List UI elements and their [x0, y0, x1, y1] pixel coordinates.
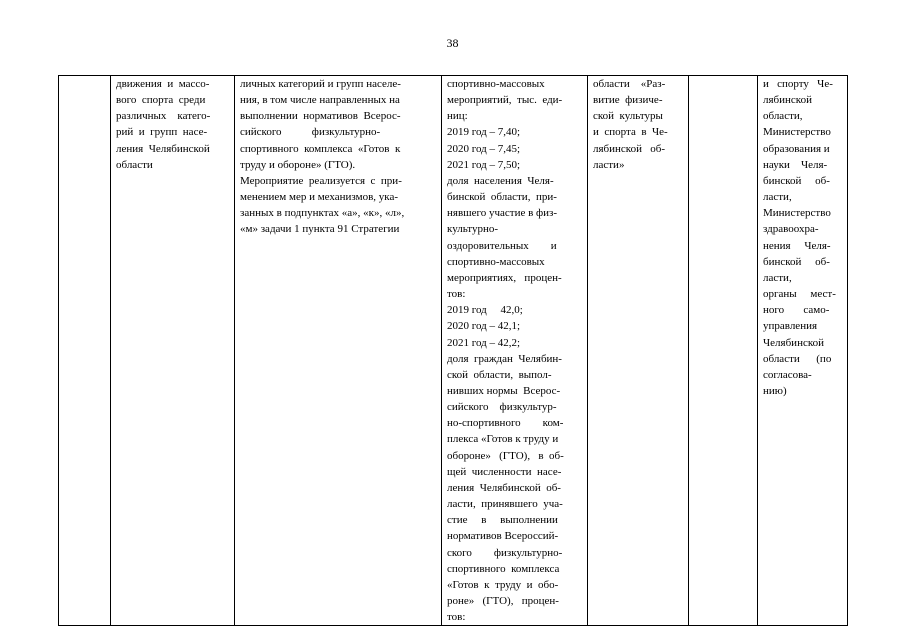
- cell-line: доля населения Челя-: [447, 174, 554, 187]
- cell-line: области «Раз-: [593, 78, 666, 90]
- cell-line: тов:: [447, 611, 466, 624]
- cell-line: мероприятиях, процен-: [447, 271, 562, 284]
- cell-line: витие физиче-: [593, 94, 663, 107]
- cell-line: труду и обороне» (ГТО).: [240, 158, 356, 171]
- cell-line: нию): [763, 384, 787, 397]
- table-cell-deadline: [689, 76, 758, 626]
- data-table: [58, 75, 848, 626]
- cell-line: сийского физкультур-: [447, 401, 557, 414]
- cell-line: сийского физкультурно-: [240, 126, 381, 139]
- cell-line: спортивно-массовых: [447, 78, 545, 90]
- cell-line: Мероприятие реализуется с при-: [240, 174, 402, 187]
- cell-line: нявшего участие в физ-: [447, 207, 558, 220]
- cell-line: 2019 год 42,0;: [447, 304, 523, 317]
- cell-line: вого спорта среди: [116, 94, 206, 107]
- cell-line: нивших нормы Всерос-: [447, 384, 561, 397]
- cell-line: и спорту Че-: [763, 78, 833, 90]
- cell-line: занных в подпунктах «а», «к», «л»,: [240, 207, 405, 220]
- cell-line: но-спортивного ком-: [447, 417, 564, 430]
- cell-line: бинской об-: [763, 174, 830, 187]
- cell-line: Министерство: [763, 126, 831, 139]
- cell-line: 2020 год – 7,45;: [447, 142, 521, 155]
- cell-line: органы мест-: [763, 288, 836, 301]
- cell-line: тов:: [447, 288, 466, 301]
- cell-line: спортивно-массовых: [447, 255, 545, 268]
- cell-line: науки Челя-: [763, 158, 828, 171]
- cell-line: ления Челябинской об-: [447, 481, 561, 494]
- cell-line: движения и массо-: [116, 78, 210, 90]
- cell-line: менением мер и механизмов, ука-: [240, 191, 398, 204]
- cell-line: ласти»: [593, 158, 625, 171]
- table-cell-indicators: [442, 76, 588, 626]
- cell-line: ской области, выпол-: [447, 368, 552, 381]
- cell-line: области,: [763, 110, 803, 123]
- cell-line: лябинской об-: [593, 142, 665, 155]
- table-cell-program: [588, 76, 689, 626]
- cell-line: стие в выполнении: [447, 514, 558, 527]
- cell-line: рий и групп насе-: [116, 126, 208, 139]
- page-number: 38: [446, 36, 459, 50]
- cell-line: щей численности насе-: [447, 465, 562, 478]
- cell-line: образования и: [763, 142, 830, 155]
- cell-line: 2021 год – 7,50;: [447, 158, 521, 171]
- cell-line: нормативов Всероссий-: [447, 530, 559, 543]
- cell-line: управления: [763, 320, 818, 333]
- cell-line: согласова-: [763, 368, 812, 381]
- cell-line: выполнении нормативов Всерос-: [240, 110, 401, 123]
- cell-line: области: [116, 158, 153, 171]
- table-cell-number: [59, 76, 111, 626]
- table-row: [59, 76, 848, 626]
- cell-line: «м» задачи 1 пункта 91 Стратегии: [240, 223, 400, 236]
- cell-line: ниц:: [447, 110, 468, 123]
- table-cell-measures: [235, 76, 442, 626]
- cell-line: Челябинской: [763, 336, 825, 349]
- cell-line: культурно-: [447, 223, 499, 236]
- cell-line: плекса «Готов к труду и: [447, 433, 559, 446]
- cell-line: «Готов к труду и обо-: [447, 578, 559, 591]
- cell-line: личных категорий и групп населе-: [240, 78, 401, 90]
- cell-line: ления Челябинской: [116, 142, 210, 155]
- cell-line: различных катего-: [116, 110, 211, 123]
- table-cell-responsible: [758, 76, 848, 626]
- cell-line: лябинской: [763, 94, 812, 107]
- cell-line: ния, в том числе направленных на: [240, 94, 400, 107]
- cell-line: ласти,: [763, 271, 792, 284]
- cell-line: ской культуры: [593, 110, 663, 123]
- cell-line: обороне» (ГТО), в об-: [447, 449, 564, 462]
- cell-line: 2021 год – 42,2;: [447, 336, 521, 349]
- cell-line: ного само-: [763, 304, 830, 317]
- cell-line: Министерство: [763, 207, 831, 220]
- cell-line: ласти,: [763, 191, 792, 204]
- cell-line: спортивного комплекса: [447, 562, 560, 575]
- cell-line: ского физкультурно-: [447, 546, 563, 559]
- cell-line: бинской области, при-: [447, 191, 557, 204]
- cell-line: области (по: [763, 352, 832, 365]
- cell-line: ласти, принявшего уча-: [447, 498, 563, 511]
- cell-line: здравоохра-: [763, 223, 819, 236]
- cell-line: 2020 год – 42,1;: [447, 320, 521, 333]
- cell-line: оздоровительных и: [447, 239, 557, 252]
- cell-line: нения Челя-: [763, 239, 831, 252]
- cell-line: доля граждан Челябин-: [447, 352, 562, 365]
- table-cell-direction: [111, 76, 235, 626]
- cell-line: и спорта в Че-: [593, 126, 668, 139]
- cell-line: роне» (ГТО), процен-: [447, 595, 559, 607]
- cell-line: бинской об-: [763, 255, 830, 268]
- cell-line: спортивного комплекса «Готов к: [240, 142, 401, 155]
- cell-line: мероприятий, тыс. еди-: [447, 94, 563, 107]
- cell-line: 2019 год – 7,40;: [447, 126, 521, 139]
